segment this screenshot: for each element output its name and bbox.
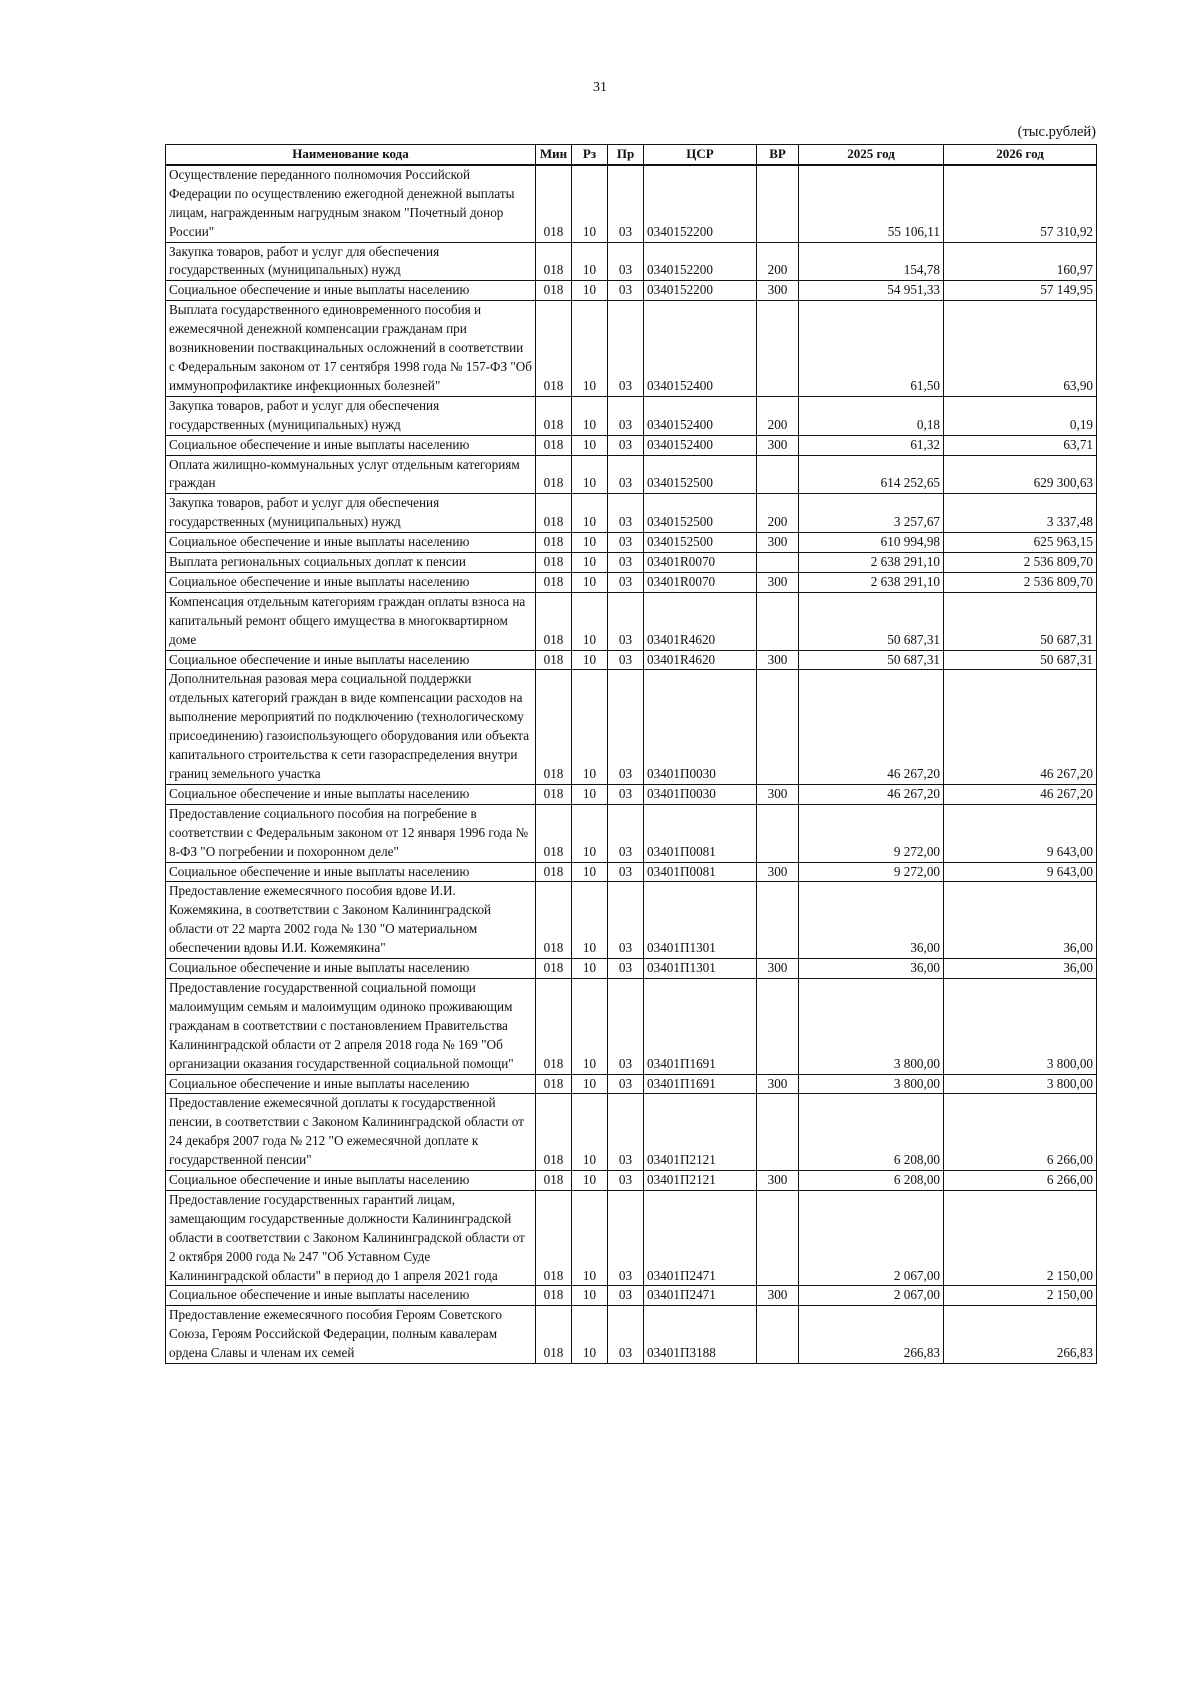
cell-min: 018 <box>536 978 572 1074</box>
cell-2025: 2 067,00 <box>799 1286 944 1306</box>
cell-2026: 3 800,00 <box>944 1074 1097 1094</box>
header-2026: 2026 год <box>944 145 1097 165</box>
cell-csr: 03401П2471 <box>644 1190 757 1286</box>
cell-min: 018 <box>536 165 572 242</box>
cell-2026: 2 150,00 <box>944 1286 1097 1306</box>
cell-name: Компенсация отдельным категориям граждан оплаты взноса на капитальный ремонт общего имущества в многоквартирном доме <box>166 592 536 650</box>
cell-2025: 46 267,20 <box>799 670 944 784</box>
cell-2025: 50 687,31 <box>799 592 944 650</box>
cell-rz: 10 <box>572 1286 608 1306</box>
table-row <box>166 533 1097 553</box>
cell-vr: 300 <box>757 281 799 301</box>
cell-2026: 50 687,31 <box>944 592 1097 650</box>
table-row <box>166 670 1097 784</box>
cell-rz: 10 <box>572 396 608 435</box>
cell-2026: 2 536 809,70 <box>944 572 1097 592</box>
cell-2026: 6 266,00 <box>944 1171 1097 1191</box>
cell-2026: 63,71 <box>944 435 1097 455</box>
page-number: 31 <box>593 80 607 95</box>
cell-min: 018 <box>536 650 572 670</box>
table-row <box>166 1190 1097 1286</box>
cell-2025: 266,83 <box>799 1306 944 1364</box>
cell-name: Дополнительная разовая мера социальной поддержки отдельных категорий граждан в виде компенсации расходов на выполнение мероприятий по подключению (технологическому присоединению) газоиспользующего оборудования или объекта капитального строительства к сети газораспределения внутри границ земельного участка <box>166 670 536 784</box>
cell-rz: 10 <box>572 978 608 1074</box>
table-row <box>166 1094 1097 1171</box>
cell-2026: 36,00 <box>944 882 1097 959</box>
cell-rz: 10 <box>572 784 608 804</box>
cell-2026: 46 267,20 <box>944 670 1097 784</box>
cell-vr: 300 <box>757 650 799 670</box>
cell-min: 018 <box>536 862 572 882</box>
header-2025: 2025 год <box>799 145 944 165</box>
cell-2026: 3 337,48 <box>944 494 1097 533</box>
table-row <box>166 553 1097 573</box>
cell-pr: 03 <box>608 1286 644 1306</box>
cell-2025: 61,32 <box>799 435 944 455</box>
cell-2025: 6 208,00 <box>799 1171 944 1191</box>
cell-pr: 03 <box>608 435 644 455</box>
cell-name: Социальное обеспечение и иные выплаты населению <box>166 281 536 301</box>
cell-csr: 0340152200 <box>644 281 757 301</box>
cell-2026: 2 536 809,70 <box>944 553 1097 573</box>
cell-pr: 03 <box>608 1094 644 1171</box>
cell-2025: 610 994,98 <box>799 533 944 553</box>
cell-csr: 0340152500 <box>644 455 757 494</box>
table-row <box>166 455 1097 494</box>
table-row <box>166 572 1097 592</box>
cell-rz: 10 <box>572 301 608 397</box>
cell-name: Закупка товаров, работ и услуг для обеспечения государственных (муниципальных) нужд <box>166 396 536 435</box>
cell-2026: 160,97 <box>944 242 1097 281</box>
cell-2025: 3 257,67 <box>799 494 944 533</box>
cell-2026: 629 300,63 <box>944 455 1097 494</box>
table-row <box>166 978 1097 1074</box>
cell-csr: 0340152200 <box>644 165 757 242</box>
cell-min: 018 <box>536 396 572 435</box>
cell-rz: 10 <box>572 494 608 533</box>
cell-2025: 46 267,20 <box>799 784 944 804</box>
cell-vr <box>757 1306 799 1364</box>
cell-min: 018 <box>536 301 572 397</box>
cell-min: 018 <box>536 784 572 804</box>
cell-min: 018 <box>536 242 572 281</box>
cell-pr: 03 <box>608 494 644 533</box>
cell-csr: 0340152500 <box>644 494 757 533</box>
table-row <box>166 784 1097 804</box>
cell-name: Выплата государственного единовременного пособия и ежемесячной денежной компенсации гражданам при возникновении поствакцинальных осложнений в соответствии с Федеральным законом от 17 сентября 1998 года № 157-ФЗ "Об иммунопрофилактике инфекционных болезней" <box>166 301 536 397</box>
cell-2025: 36,00 <box>799 882 944 959</box>
cell-csr: 03401R4620 <box>644 592 757 650</box>
cell-csr: 03401П1301 <box>644 959 757 979</box>
cell-pr: 03 <box>608 1190 644 1286</box>
cell-pr: 03 <box>608 533 644 553</box>
cell-name: Социальное обеспечение и иные выплаты населению <box>166 784 536 804</box>
cell-2026: 0,19 <box>944 396 1097 435</box>
cell-name: Социальное обеспечение и иные выплаты населению <box>166 1171 536 1191</box>
cell-name: Осуществление переданного полномочия Российской Федерации по осуществлению ежегодной денежной выплаты лицам, награжденным нагрудным знаком "Почетный донор России" <box>166 165 536 242</box>
cell-min: 018 <box>536 1306 572 1364</box>
cell-csr: 03401П0081 <box>644 862 757 882</box>
cell-min: 018 <box>536 1286 572 1306</box>
cell-rz: 10 <box>572 572 608 592</box>
cell-vr <box>757 592 799 650</box>
cell-csr: 0340152400 <box>644 396 757 435</box>
cell-name: Закупка товаров, работ и услуг для обеспечения государственных (муниципальных) нужд <box>166 494 536 533</box>
cell-csr: 03401П2121 <box>644 1094 757 1171</box>
table-row <box>166 882 1097 959</box>
cell-pr: 03 <box>608 301 644 397</box>
cell-vr <box>757 1094 799 1171</box>
cell-pr: 03 <box>608 165 644 242</box>
cell-min: 018 <box>536 804 572 862</box>
cell-csr: 03401П0081 <box>644 804 757 862</box>
cell-pr: 03 <box>608 242 644 281</box>
cell-pr: 03 <box>608 670 644 784</box>
cell-name: Социальное обеспечение и иные выплаты населению <box>166 533 536 553</box>
cell-2025: 154,78 <box>799 242 944 281</box>
cell-rz: 10 <box>572 1306 608 1364</box>
header-rz: Рз <box>572 145 608 165</box>
cell-2025: 6 208,00 <box>799 1094 944 1171</box>
cell-2025: 9 272,00 <box>799 862 944 882</box>
cell-pr: 03 <box>608 455 644 494</box>
cell-2025: 9 272,00 <box>799 804 944 862</box>
table-row <box>166 1074 1097 1094</box>
cell-rz: 10 <box>572 553 608 573</box>
cell-2025: 50 687,31 <box>799 650 944 670</box>
cell-2026: 63,90 <box>944 301 1097 397</box>
cell-csr: 0340152400 <box>644 301 757 397</box>
cell-vr <box>757 1190 799 1286</box>
cell-2025: 55 106,11 <box>799 165 944 242</box>
cell-vr <box>757 804 799 862</box>
cell-csr: 03401R0070 <box>644 553 757 573</box>
cell-min: 018 <box>536 1094 572 1171</box>
table-row <box>166 435 1097 455</box>
cell-min: 018 <box>536 670 572 784</box>
cell-min: 018 <box>536 1171 572 1191</box>
cell-rz: 10 <box>572 281 608 301</box>
cell-pr: 03 <box>608 959 644 979</box>
cell-min: 018 <box>536 455 572 494</box>
cell-min: 018 <box>536 533 572 553</box>
table-row <box>166 1286 1097 1306</box>
cell-pr: 03 <box>608 978 644 1074</box>
table-header-row <box>166 145 1097 165</box>
cell-2025: 3 800,00 <box>799 978 944 1074</box>
header-vr: ВР <box>757 145 799 165</box>
cell-vr: 300 <box>757 1171 799 1191</box>
cell-vr: 300 <box>757 959 799 979</box>
cell-pr: 03 <box>608 572 644 592</box>
cell-vr <box>757 882 799 959</box>
cell-2026: 266,83 <box>944 1306 1097 1364</box>
cell-csr: 03401R4620 <box>644 650 757 670</box>
cell-2025: 36,00 <box>799 959 944 979</box>
table-row <box>166 494 1097 533</box>
cell-vr: 300 <box>757 1074 799 1094</box>
cell-pr: 03 <box>608 553 644 573</box>
cell-csr: 03401П1691 <box>644 978 757 1074</box>
cell-csr: 03401R0070 <box>644 572 757 592</box>
cell-pr: 03 <box>608 281 644 301</box>
table-row <box>166 804 1097 862</box>
header-pr: Пр <box>608 145 644 165</box>
cell-csr: 0340152500 <box>644 533 757 553</box>
cell-name: Социальное обеспечение и иные выплаты населению <box>166 862 536 882</box>
header-name: Наименование кода <box>166 145 536 165</box>
cell-vr: 300 <box>757 862 799 882</box>
table-row <box>166 592 1097 650</box>
cell-2025: 54 951,33 <box>799 281 944 301</box>
cell-name: Социальное обеспечение и иные выплаты населению <box>166 572 536 592</box>
cell-pr: 03 <box>608 804 644 862</box>
cell-2025: 61,50 <box>799 301 944 397</box>
cell-2026: 9 643,00 <box>944 804 1097 862</box>
cell-2025: 0,18 <box>799 396 944 435</box>
cell-name: Предоставление ежемесячного пособия Героям Советского Союза, Героям Российской Федерации, полным кавалерам ордена Славы и членам их семей <box>166 1306 536 1364</box>
units-label: (тыс.рублей) <box>1017 124 1096 140</box>
header-min: Мин <box>536 145 572 165</box>
cell-name: Социальное обеспечение и иные выплаты населению <box>166 1074 536 1094</box>
cell-vr <box>757 670 799 784</box>
table-row <box>166 862 1097 882</box>
table-row <box>166 650 1097 670</box>
cell-rz: 10 <box>572 650 608 670</box>
cell-min: 018 <box>536 494 572 533</box>
cell-csr: 03401П0030 <box>644 670 757 784</box>
header-csr: ЦСР <box>644 145 757 165</box>
cell-2026: 57 310,92 <box>944 165 1097 242</box>
cell-pr: 03 <box>608 1074 644 1094</box>
cell-2026: 625 963,15 <box>944 533 1097 553</box>
cell-2026: 3 800,00 <box>944 978 1097 1074</box>
cell-2026: 6 266,00 <box>944 1094 1097 1171</box>
cell-vr <box>757 978 799 1074</box>
cell-pr: 03 <box>608 592 644 650</box>
cell-min: 018 <box>536 1190 572 1286</box>
cell-pr: 03 <box>608 784 644 804</box>
table-row <box>166 301 1097 397</box>
cell-vr: 300 <box>757 572 799 592</box>
cell-rz: 10 <box>572 1171 608 1191</box>
cell-name: Социальное обеспечение и иные выплаты населению <box>166 650 536 670</box>
cell-name: Социальное обеспечение и иные выплаты населению <box>166 1286 536 1306</box>
cell-2025: 2 638 291,10 <box>799 553 944 573</box>
cell-min: 018 <box>536 435 572 455</box>
cell-rz: 10 <box>572 242 608 281</box>
cell-csr: 03401П1691 <box>644 1074 757 1094</box>
cell-name: Закупка товаров, работ и услуг для обеспечения государственных (муниципальных) нужд <box>166 242 536 281</box>
cell-vr <box>757 301 799 397</box>
cell-rz: 10 <box>572 165 608 242</box>
cell-min: 018 <box>536 553 572 573</box>
cell-rz: 10 <box>572 455 608 494</box>
cell-vr: 300 <box>757 784 799 804</box>
cell-rz: 10 <box>572 1094 608 1171</box>
cell-name: Предоставление ежемесячного пособия вдове И.И. Кожемякина, в соответствии с Законом Калининградской области от 22 марта 2002 года № 130 "О материальном обеспечении вдовы И.И. Кожемякина" <box>166 882 536 959</box>
cell-2025: 2 638 291,10 <box>799 572 944 592</box>
cell-min: 018 <box>536 592 572 650</box>
cell-vr: 300 <box>757 435 799 455</box>
cell-rz: 10 <box>572 592 608 650</box>
cell-csr: 03401П3188 <box>644 1306 757 1364</box>
cell-2025: 3 800,00 <box>799 1074 944 1094</box>
cell-rz: 10 <box>572 882 608 959</box>
cell-csr: 03401П0030 <box>644 784 757 804</box>
cell-vr: 300 <box>757 1286 799 1306</box>
table-row <box>166 1306 1097 1364</box>
cell-rz: 10 <box>572 1074 608 1094</box>
cell-vr <box>757 165 799 242</box>
cell-pr: 03 <box>608 1171 644 1191</box>
cell-name: Выплата региональных социальных доплат к пенсии <box>166 553 536 573</box>
cell-vr <box>757 455 799 494</box>
cell-csr: 0340152200 <box>644 242 757 281</box>
cell-vr: 200 <box>757 242 799 281</box>
budget-table <box>165 144 1097 1364</box>
cell-min: 018 <box>536 572 572 592</box>
cell-pr: 03 <box>608 882 644 959</box>
cell-2026: 36,00 <box>944 959 1097 979</box>
cell-csr: 0340152400 <box>644 435 757 455</box>
cell-name: Оплата жилищно-коммунальных услуг отдельным категориям граждан <box>166 455 536 494</box>
cell-rz: 10 <box>572 435 608 455</box>
cell-2026: 50 687,31 <box>944 650 1097 670</box>
cell-pr: 03 <box>608 396 644 435</box>
cell-name: Предоставление социального пособия на погребение в соответствии с Федеральным законом от 12 января 1996 года № 8-ФЗ "О погребении и похоронном деле" <box>166 804 536 862</box>
cell-pr: 03 <box>608 862 644 882</box>
cell-pr: 03 <box>608 650 644 670</box>
cell-pr: 03 <box>608 1306 644 1364</box>
table-row <box>166 281 1097 301</box>
cell-vr <box>757 553 799 573</box>
cell-2026: 46 267,20 <box>944 784 1097 804</box>
cell-vr: 200 <box>757 396 799 435</box>
cell-min: 018 <box>536 959 572 979</box>
cell-rz: 10 <box>572 959 608 979</box>
cell-2026: 2 150,00 <box>944 1190 1097 1286</box>
cell-csr: 03401П2471 <box>644 1286 757 1306</box>
cell-name: Предоставление ежемесячной доплаты к государственной пенсии, в соответствии с Законом Калининградской области от 24 декабря 2007 года № 212 "О ежемесячной доплате к государственной пенсии" <box>166 1094 536 1171</box>
cell-rz: 10 <box>572 862 608 882</box>
cell-rz: 10 <box>572 670 608 784</box>
cell-csr: 03401П1301 <box>644 882 757 959</box>
table-row <box>166 242 1097 281</box>
cell-vr: 300 <box>757 533 799 553</box>
cell-min: 018 <box>536 882 572 959</box>
cell-csr: 03401П2121 <box>644 1171 757 1191</box>
cell-rz: 10 <box>572 804 608 862</box>
cell-name: Социальное обеспечение и иные выплаты населению <box>166 959 536 979</box>
cell-rz: 10 <box>572 1190 608 1286</box>
cell-name: Предоставление государственной социальной помощи малоимущим семьям и малоимущим одиноко проживающим гражданам в соответствии с постановлением Правительства Калининградской области от 2 апреля 2018 года № 169 "Об организации оказания государственной социальной помощи" <box>166 978 536 1074</box>
table-row <box>166 1171 1097 1191</box>
table-row <box>166 396 1097 435</box>
cell-2026: 57 149,95 <box>944 281 1097 301</box>
cell-name: Социальное обеспечение и иные выплаты населению <box>166 435 536 455</box>
cell-rz: 10 <box>572 533 608 553</box>
cell-2026: 9 643,00 <box>944 862 1097 882</box>
cell-name: Предоставление государственных гарантий лицам, замещающим государственные должности Калининградской области в соответствии с Законом Калининградской области от 2 октября 2000 года № 247 "Об Уставном Суде Калининградской области" в период до 1 апреля 2021 года <box>166 1190 536 1286</box>
cell-min: 018 <box>536 1074 572 1094</box>
cell-2025: 2 067,00 <box>799 1190 944 1286</box>
cell-2025: 614 252,65 <box>799 455 944 494</box>
cell-vr: 200 <box>757 494 799 533</box>
cell-min: 018 <box>536 281 572 301</box>
table-row <box>166 165 1097 242</box>
table-row <box>166 959 1097 979</box>
